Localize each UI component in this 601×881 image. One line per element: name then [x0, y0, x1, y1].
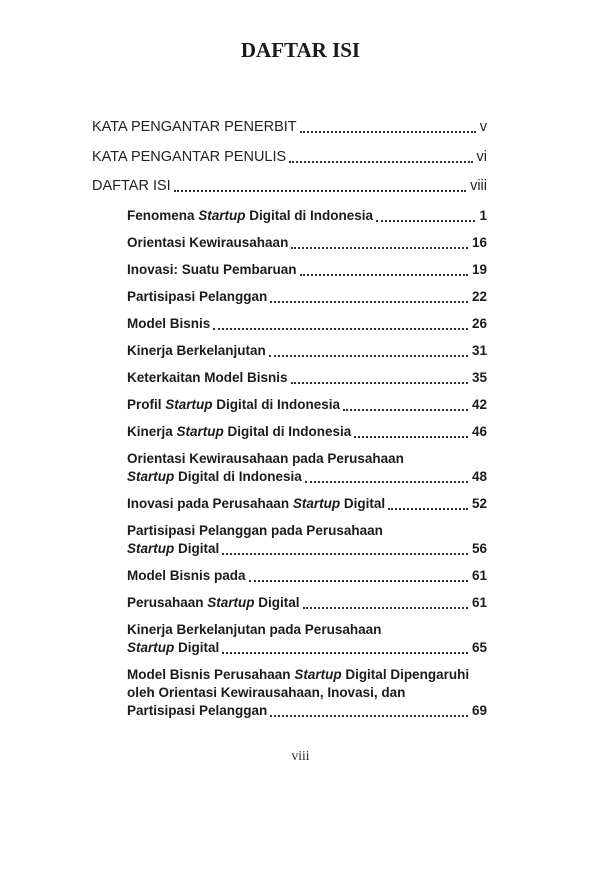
- table-of-contents: [92, 118, 487, 729]
- toc-entry-label-segment: Kinerja Berkelanjutan: [127, 342, 266, 358]
- toc-entry-label: [127, 288, 267, 306]
- toc-entry: [127, 567, 487, 585]
- toc-entry-label: [127, 369, 288, 387]
- toc-entry-line: [127, 684, 487, 702]
- toc-entry-label: [127, 594, 300, 612]
- dot-leader: [270, 715, 468, 717]
- toc-entry-line: [92, 118, 487, 136]
- toc-entry-page: 46: [471, 423, 487, 439]
- toc-entry-label-italic-segment: Startup: [127, 639, 175, 655]
- toc-entry-page: 42: [471, 396, 487, 412]
- toc-entry-label-segment: Digital di Indonesia: [174, 468, 302, 484]
- toc-entry-label-segment: Perusahaan: [127, 594, 208, 610]
- page-number-footer: viii: [291, 748, 310, 763]
- toc-entry: [127, 396, 487, 414]
- toc-entry-label: [127, 396, 340, 414]
- toc-entry-line: [92, 148, 487, 166]
- toc-entry-label-segment: Partisipasi Pelanggan: [127, 702, 268, 718]
- toc-entry-label-segment: Partisipasi Pelanggan: [127, 288, 268, 304]
- toc-entry-line: [127, 342, 487, 360]
- toc-entry-page: 31: [471, 342, 487, 358]
- toc-entry: [127, 261, 487, 279]
- toc-entry-line: [127, 396, 487, 414]
- toc-entry-label-italic-segment: Startup: [127, 468, 175, 484]
- toc-entry-line: [127, 288, 487, 306]
- toc-entry: [127, 342, 487, 360]
- toc-entry-page: vi: [476, 148, 487, 165]
- toc-entry: [127, 666, 487, 720]
- toc-entry-label-segment: Digital Dipengaruhi: [341, 666, 470, 682]
- toc-entry-label: [92, 118, 297, 136]
- toc-entry-label-segment: Digital di Indonesia: [223, 423, 352, 439]
- toc-entry-label: [92, 177, 171, 195]
- toc-entry-label-segment: Keterkaitan Model Bisnis: [127, 369, 288, 385]
- toc-entry-page: 61: [471, 594, 487, 610]
- toc-entry-label-italic-segment: Startup: [292, 495, 341, 511]
- toc-entry-label-segment: Inovasi: Suatu Pembaruan: [127, 261, 297, 277]
- toc-entry-label-segment: Profil: [127, 396, 166, 412]
- dot-leader: [305, 481, 468, 483]
- toc-entry-line: [127, 540, 487, 558]
- toc-entry-label-segment: Digital: [174, 540, 220, 556]
- toc-entry: [127, 495, 487, 513]
- toc-entry: [127, 315, 487, 333]
- dot-leader: [222, 553, 468, 555]
- toc-entry-label-segment: KATA PENGANTAR PENERBIT: [92, 119, 297, 135]
- toc-entry-label-segment: Partisipasi Pelanggan pada Perusahaan: [127, 522, 383, 538]
- toc-entry-line: [127, 522, 487, 540]
- toc-entry-line: [127, 702, 487, 720]
- toc-entry-label-segment: Digital di Indonesia: [245, 207, 374, 223]
- toc-entry-label-italic-segment: Startup: [165, 396, 213, 412]
- dot-leader: [291, 382, 468, 384]
- toc-entry-label: [127, 702, 267, 720]
- dot-leader: [249, 580, 468, 582]
- dot-leader: [269, 355, 468, 357]
- toc-entry-label-segment: Fenomena: [127, 207, 199, 223]
- dot-leader: [289, 161, 472, 163]
- toc-entry-label-segment: Digital: [254, 594, 300, 610]
- toc-entry-label: [127, 567, 246, 585]
- toc-entry-label-segment: Kinerja Berkelanjutan pada Perusahaan: [127, 621, 382, 637]
- dot-leader: [376, 220, 475, 222]
- toc-entry-label-segment: Digital di Indonesia: [212, 396, 341, 412]
- toc-entry-label-segment: Inovasi pada Perusahaan: [127, 495, 293, 511]
- toc-entry-page: 52: [471, 495, 487, 511]
- dot-leader: [222, 652, 468, 654]
- toc-entry: [127, 288, 487, 306]
- toc-entry-label-italic-segment: Startup: [198, 207, 246, 223]
- toc-entry-page: v: [479, 119, 487, 135]
- toc-entry: [92, 148, 487, 166]
- toc-entry: [127, 423, 487, 441]
- toc-entry-line: [127, 207, 487, 225]
- toc-entry-label-segment: Digital: [174, 639, 220, 655]
- toc-entry-line: [127, 261, 487, 279]
- toc-entry-page: 69: [471, 702, 487, 718]
- toc-entry-label: [127, 666, 469, 684]
- dot-leader: [388, 508, 468, 510]
- toc-entry-page: 26: [471, 315, 487, 331]
- toc-entry-label: [127, 450, 404, 468]
- toc-entry-label: [127, 468, 302, 486]
- toc-entry: [127, 207, 487, 225]
- dot-leader: [354, 436, 468, 438]
- dot-leader: [291, 247, 468, 249]
- toc-entry-line: [127, 234, 487, 252]
- toc-entry-label-segment: Model Bisnis: [127, 315, 211, 331]
- toc-entry-label-segment: Orientasi Kewirausahaan pada Perusahaan: [127, 450, 404, 466]
- toc-entry: [127, 621, 487, 657]
- toc-entry-page: 65: [471, 639, 487, 655]
- toc-entry-label: [92, 148, 286, 166]
- toc-entry-label-segment: DAFTAR ISI: [92, 178, 171, 194]
- toc-entry-label-italic-segment: Startup: [294, 666, 342, 682]
- toc-entry-label-segment: Digital: [340, 495, 386, 511]
- toc-entry-line: [127, 621, 487, 639]
- toc-entry-page: 22: [471, 288, 487, 304]
- toc-entry-label: [127, 315, 210, 333]
- toc-entry-line: [127, 315, 487, 333]
- toc-entry-label-segment: oleh Orientasi Kewirausahaan, Inovasi, dan: [127, 684, 406, 700]
- toc-entry-label: [127, 495, 385, 513]
- toc-entry-label: [127, 684, 405, 702]
- toc-entry-label-segment: KATA PENGANTAR PENULIS: [92, 148, 287, 165]
- toc-entry: [127, 522, 487, 558]
- page-title: DAFTAR ISI: [240, 38, 361, 62]
- toc-entry-page: viii: [470, 178, 487, 194]
- toc-entry-line: [127, 567, 487, 585]
- toc-entry-label-segment: Model Bisnis pada: [127, 567, 246, 583]
- toc-entry-page: 56: [471, 540, 487, 556]
- dot-leader: [174, 190, 466, 192]
- toc-entry-label: [127, 522, 383, 540]
- dot-leader: [303, 607, 468, 609]
- toc-entry: [127, 450, 487, 486]
- toc-entry-label: [127, 234, 288, 252]
- toc-entry-page: 61: [471, 567, 487, 583]
- toc-entry-line: [127, 495, 487, 513]
- dot-leader: [270, 301, 468, 303]
- toc-entry: [127, 234, 487, 252]
- toc-entry-label: [127, 639, 219, 657]
- toc-entry-label: [127, 261, 297, 279]
- toc-entry-line: [127, 450, 487, 468]
- toc-entry-label-segment: Model Bisnis Perusahaan: [127, 666, 295, 682]
- toc-entry-page: 48: [471, 468, 487, 484]
- toc-entry: [127, 369, 487, 387]
- toc-entry: [92, 177, 487, 195]
- toc-entry-label-italic-segment: Startup: [176, 423, 224, 439]
- toc-entry-line: [127, 666, 487, 684]
- toc-entry-line: [127, 468, 487, 486]
- toc-entry-page: 1: [479, 207, 487, 223]
- dot-leader: [300, 274, 468, 276]
- toc-entry-label: [127, 342, 266, 360]
- toc-entry-label: [127, 540, 219, 558]
- toc-entry-line: [127, 639, 487, 657]
- toc-entry: [92, 118, 487, 136]
- toc-entry-line: [127, 594, 487, 612]
- dot-leader: [300, 131, 476, 133]
- dot-leader: [343, 409, 468, 411]
- toc-entry-page: 35: [471, 369, 487, 385]
- toc-entry-label-italic-segment: Startup: [207, 594, 255, 610]
- toc-entry-page: 19: [471, 261, 487, 277]
- toc-entry-line: [127, 369, 487, 387]
- toc-entry-line: [127, 423, 487, 441]
- toc-entry-label: [127, 621, 381, 639]
- toc-entry-label: [127, 423, 351, 441]
- dot-leader: [213, 328, 468, 330]
- toc-entry-page: 16: [471, 234, 487, 250]
- toc-entry-label-segment: Kinerja: [127, 423, 177, 439]
- toc-entry-line: [92, 177, 487, 195]
- toc-entry-label-segment: Orientasi Kewirausahaan: [127, 234, 289, 250]
- toc-entry-label: [127, 207, 373, 225]
- toc-entry: [127, 594, 487, 612]
- toc-entry-label-italic-segment: Startup: [127, 540, 175, 556]
